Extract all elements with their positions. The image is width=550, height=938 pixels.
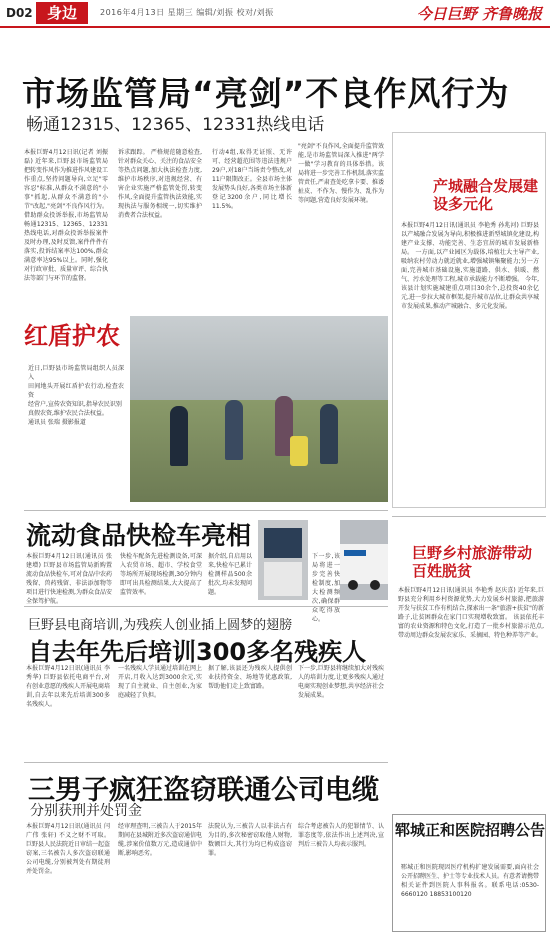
crime-subheadline: 分别获刑并处罚金: [30, 803, 142, 819]
ad-title: 郓城正和医院招聘公告: [394, 821, 545, 839]
section-badge: 身边: [36, 2, 88, 24]
photo-caption: [28, 364, 124, 496]
ecommerce-headline: 自去年先后培训300多名残疾人: [28, 638, 367, 666]
right-story-body: 本报巨野4月12日讯(通讯员 李艳秀 孙兆河) 巨野县以产城融合发展为导向,积极推进新型城镇化建设,构建产业支撑、功能完善、生态宜居的城市发展新格局。 一方面,以产业园区为载体,培植壮大主导产业,吸纳农村劳动力就近就业,增强城镇集聚能力;另一方面,完善城市基础设施,实施道路、供水、供暖、燃气、污水处理等工程,城市承载能力不断增强。 今年,该县计划实施城建重点项目30余个,总投资40余亿元,进一步拉大城市框架,提升城市品位,让群众共享城市发展成果,推动产城融合、多元化发展。: [401, 222, 539, 310]
news-photo-device: [258, 520, 308, 600]
ecommerce-col4: 下一步,巨野县将继续加大对残疾人的培训力度,让更多残疾人通过电商实现创业梦想,共享经济社会发展成果。: [298, 665, 384, 699]
caption-line: 真假农资,维护农民合法权益。: [28, 410, 108, 417]
crime-col3: 法院认为,三被告人以非法占有为目的,多次秘密窃取他人财物,数额巨大,其行为均已构成盗窃罪。: [208, 823, 292, 857]
food-truck-headline: 流动食品快检车亮相: [26, 521, 252, 550]
food-col2: 快检车配备先进检测设备,可深入农贸市场、超市、学校食堂等场所开展现场检测,30分钟内即可出具检测结果,大大提高了监管效率。: [120, 553, 202, 596]
ecommerce-col1: 本报巨野4月12日讯(通讯员 李秀华) 巨野县依托电商平台,对有创业意愿的残疾人开展电商培训,自去年以来先后培训300多名残疾人。: [26, 665, 111, 708]
right-story-headline: 产城融合发展建设多元化: [433, 177, 539, 213]
food-col4: 下一步,该局将进一步完善快检制度,加大检测频次,确保群众吃得放心。: [312, 553, 340, 623]
food-col3: 据介绍,自启用以来,快检车已累计检测样品500余批次,均未发现问题。: [208, 553, 252, 596]
crime-col4: 综合考虑被告人的犯罪情节、认罪态度等,依法作出上述判决,宣判后三被告人均表示服判。: [298, 823, 384, 848]
brand-logo: 今日巨野 齐鲁晚报: [416, 5, 542, 23]
right-story2-body: 本报巨野4月12日讯(通讯员 李艳秀 赵庆喜) 近年来,巨野县充分利用乡村资源优势,大力发展乡村旅游,把旅游开发与扶贫工作有机结合,探索出一条"旅游+扶贫"的新路子,让贫困群众在家门口实现增收致富。 该县依托丰富的农业资源和特色文化,打造了一批乡村旅游示范点,带动周边群众发展农家乐、采摘园、特色种养等产业。: [398, 587, 544, 639]
story1-col2: 诉求跟踪。 严格规范随意检查,针对群众关心、关注的食品安全等热点问题,加大执法检查力度,维护市场秩序,对违规经营、有害企业实施严格监管处罚,转变作风,全面提升监管执法效能,实现执法与服务相统一,切实维护消费者合法权益。: [118, 149, 203, 219]
caption-line: 近日,巨野县市场监管局组织人员深入: [28, 365, 124, 381]
caption-credit: 通讯员 张瑞 摄影报道: [28, 419, 86, 426]
page-code: D02: [6, 6, 33, 20]
caption-line: 田间地头开展红盾护农行动,检查农资: [28, 383, 124, 399]
main-subheadline: 畅通12315、12365、12331热线电话: [26, 115, 325, 135]
crime-col1: 本报巨野4月12日讯(通讯员 闫广伟 张轩) 不义之财不可取。巨野县人民法院近日审结一起盗窃案,三名被告人多次盗窃联通公司电缆,分别被判处有期徒刑并处罚金。: [26, 823, 111, 875]
header-divider: [0, 26, 550, 28]
ecommerce-col3: 据了解,该县还为残疾人提供创业扶持资金、场地等优惠政策,帮助他们走上致富路。: [208, 665, 292, 690]
news-photo-truck: [340, 520, 388, 600]
news-photo-farm: [130, 316, 388, 502]
caption-line: 经营户,宣传农资知识,指导农民识别: [28, 401, 122, 408]
date-meta: 2016年4月13日 星期三 编辑/刘振 校对/刘振: [100, 8, 274, 17]
right-story2-headline: 巨野乡村旅游带动百姓脱贫: [412, 544, 533, 580]
right-sidebar-box: [392, 132, 546, 508]
food-col1: 本报巨野4月12日讯(通讯员 张建增) 巨野县市场监管局新购置流动食品快检车,可对食品中农药残留、兽药残留、非法添加物等项目进行快速检测,为群众食品安全保驾护航。: [26, 553, 112, 605]
recruitment-ad: [392, 814, 546, 932]
fertilizer-bag: [290, 436, 308, 466]
crime-headline: 三男子疯狂盗窃联通公司电缆: [28, 775, 379, 806]
story1-col3: 行动4组,取得无证照、无许可、经营超范围等违法违规户29户,对18户当场责令整改,对11户限期改正。全县市场主体发展势头良好,各类市场主体新登记3200余户,同比增长11.5%。: [212, 149, 292, 210]
photo-story-headline: 红盾护农: [24, 322, 120, 350]
ad-body: 郓城正和医院现因医疗机构扩建发展需要,面向社会公开招聘医生、护士等专业技术人员。有意者请携带相关证件到医院人事科报名。联系电话:0530-6660120 18853100120: [401, 864, 540, 898]
ecommerce-col2: 一名残疾人学员通过培训在网上开店,月收入达到3000余元,实现了自主就业、自主创业,为家庭减轻了负担。: [118, 665, 203, 699]
story1-col4: "亮剑"不良作风,全面提升监管效能,是市场监管局深入推进"两学一做"学习教育的具体举措。该局将进一步完善工作机制,落实监管责任,严肃查处吃拿卡要、推诿扯皮、不作为、慢作为、乱作为等问题,营造良好发展环境。: [298, 143, 384, 204]
ecommerce-kicker: 巨野县电商培训,为残疾人创业插上圆梦的翅膀: [28, 618, 293, 633]
main-headline: 市场监管局“亮剑”不良作风行为: [22, 74, 510, 113]
crime-col2: 经审理查明,三被告人于2015年期间在县城附近多次盗窃通信电缆,涉案价值数万元,造成通信中断,影响恶劣。: [118, 823, 203, 857]
story1-col1: 本报巨野4月12日讯(记者 刘振磊) 近年来,巨野县市场监管局把转变作风作为推进作风建设工作重点,坚持问题导向,立足"零容忍"标准,从群众不满意的"小事"抓起,从群众不满意的"小节"改起,"亮剑"不良作风行为。 借助群众投诉举报,市场监管局畅通12315、12365、12331热线电话,对群众投诉举报案件及时办理,及时反馈,案件件件有落实,投诉结案率达100%,群众满意率达95%以上。同时,强化对行政审批、质量审评、综合执法等部门与环节的监督。: [24, 149, 109, 282]
